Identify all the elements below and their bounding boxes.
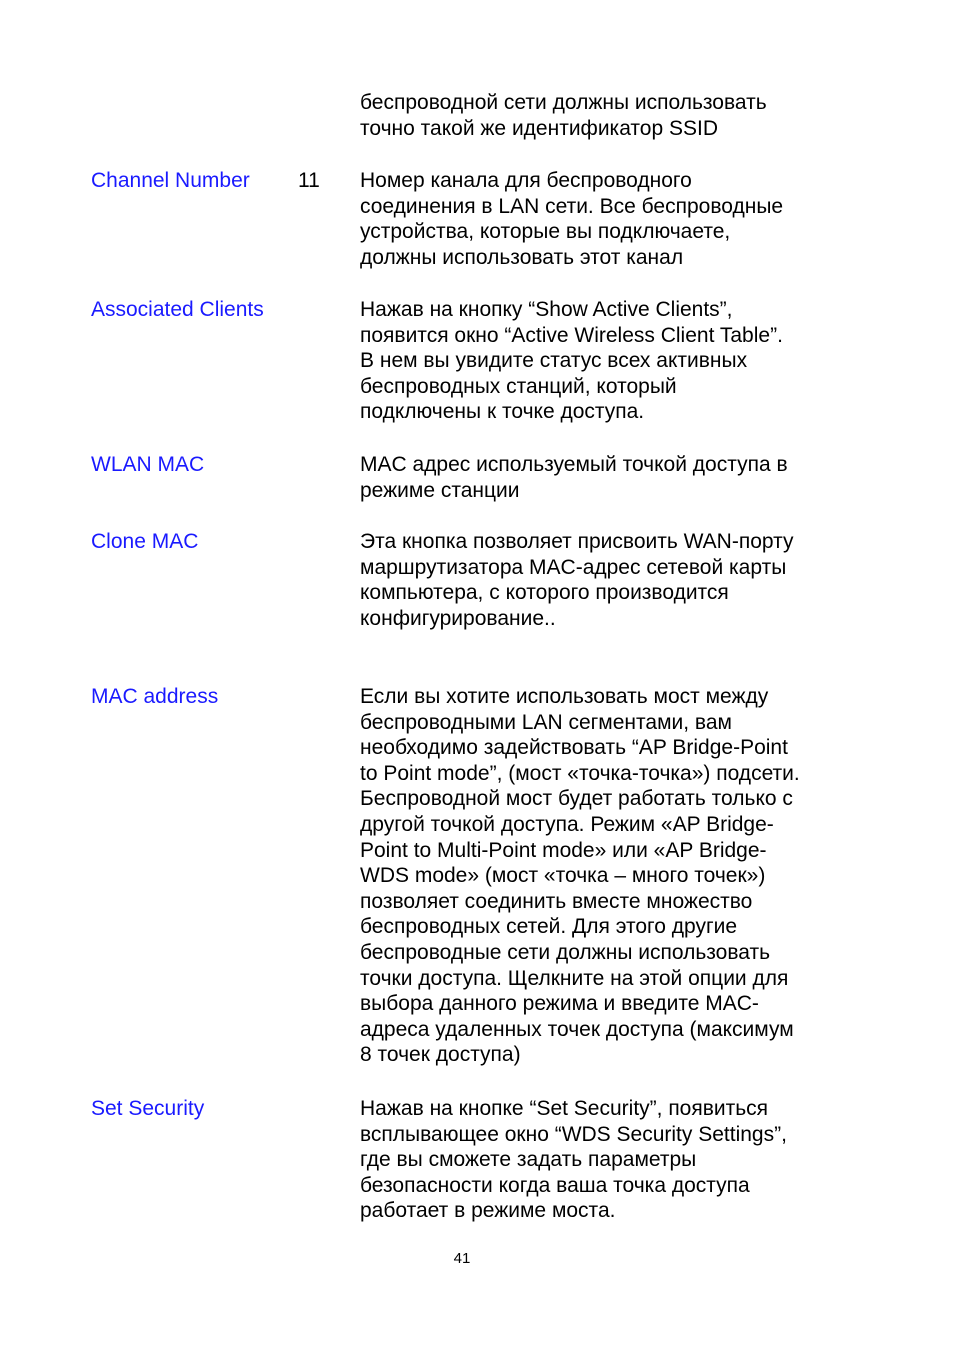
channel-number-value: 11 [298, 169, 320, 192]
description-line: беспроводными LAN сегментами, вам [360, 710, 732, 734]
mac-address-description [360, 684, 850, 1068]
description-line: другой точкой доступа. Режим «AP Bridge- [360, 812, 774, 836]
continuation-text [360, 90, 850, 141]
description-line: В нем вы увидите статус всех активных [360, 349, 748, 373]
wlan-mac-description [360, 452, 850, 503]
description-line: точно такой же идентификатор SSID [360, 116, 719, 140]
description-line: Нажав на кнопке “Set Security”, появиться [360, 1097, 769, 1120]
description-line: позволяет соединить вместе множество [360, 889, 753, 913]
description-line: Эта кнопка позволяет присвоить WAN-порту [360, 530, 794, 553]
description-line: работает в режиме моста. [360, 1199, 616, 1223]
term-channel-number: Channel Number [91, 169, 250, 192]
description-line: точки доступа. Щелкните на этой опции для [360, 966, 789, 990]
term-associated-clients: Associated Clients [91, 298, 264, 321]
description-line: Нажав на кнопку “Show Active Clients”, [360, 298, 733, 321]
term-clone-mac: Clone MAC [91, 530, 199, 553]
clone-mac-description [360, 529, 850, 631]
description-line: соединения в LAN сети. Все беспроводные [360, 194, 784, 218]
description-line: должны использовать этот канал [360, 245, 684, 269]
description-line: необходимо задействовать “AP Bridge-Point [360, 736, 788, 760]
associated-clients-description [360, 297, 850, 425]
term-wlan-mac: WLAN MAC [91, 453, 205, 476]
set-security-description [360, 1096, 850, 1224]
description-line: режиме станции [360, 478, 520, 502]
description-line: адреса удаленных точек доступа (максимум [360, 1017, 794, 1041]
page-number: 41 [453, 1250, 471, 1267]
description-line: безопасности когда ваша точка доступа [360, 1173, 750, 1197]
description-line: компьютера, с которого производится [360, 581, 729, 605]
description-line: беспроводных станций, который [360, 374, 677, 398]
description-line: подключены к точке доступа. [360, 400, 645, 424]
description-line: 8 точек доступа) [360, 1043, 521, 1067]
description-line: устройства, которые вы подключаете, [360, 220, 731, 244]
description-line: выбора данного режима и введите MAC- [360, 992, 759, 1016]
description-line: где вы сможете задать параметры [360, 1148, 697, 1172]
description-line: WDS mode» (мост «точка – много точек») [360, 864, 766, 888]
description-line: Point to Multi-Point mode» или «AP Bridge- [360, 838, 767, 862]
description-line: MAC адрес используемый точкой доступа в [360, 453, 788, 476]
description-line: беспроводных сетей. Для этого другие [360, 915, 738, 939]
description-line: беспроводной сети должны использовать [360, 91, 767, 114]
description-line: Если вы хотите использовать мост между [360, 685, 769, 708]
description-line: Беспроводной мост будет работать только с [360, 787, 793, 811]
description-line: маршрутизатора MAC-адрес сетевой карты [360, 555, 787, 579]
description-line: Номер канала для беспроводного [360, 169, 692, 192]
channel-number-description [360, 168, 850, 270]
description-line: to Point mode”, (мост «точка-точка») подсети. [360, 761, 800, 785]
term-mac-address: MAC address [91, 685, 219, 708]
term-set-security: Set Security [91, 1097, 205, 1120]
description-line: беспроводные сети должны использовать [360, 940, 771, 964]
description-line: всплывающее окно “WDS Security Settings”, [360, 1122, 787, 1146]
description-line: конфигурирование.. [360, 606, 556, 630]
description-line: появится окно “Active Wireless Client Table”. [360, 323, 783, 347]
